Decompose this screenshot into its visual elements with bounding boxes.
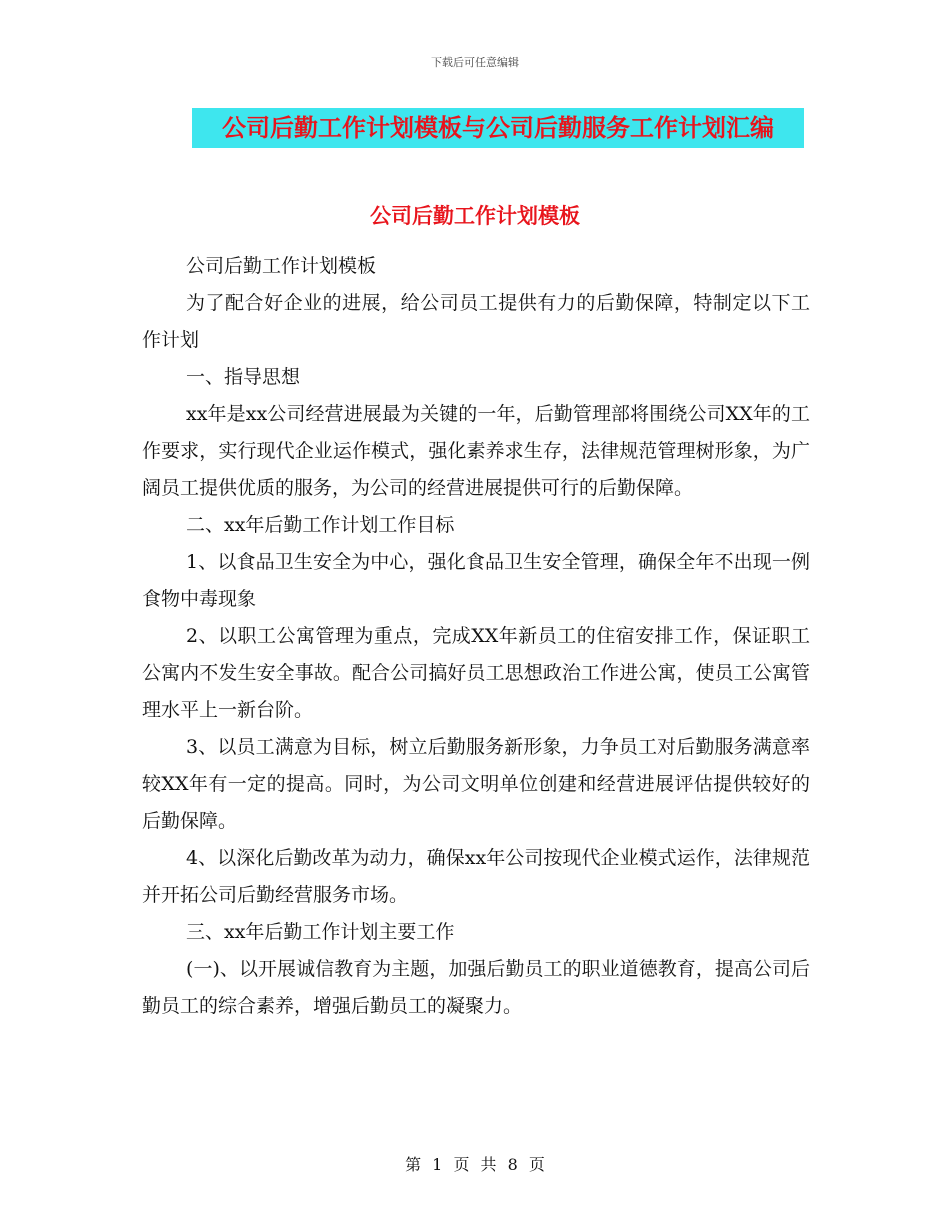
section-title: 公司后勤工作计划模板 <box>370 204 580 228</box>
paragraph: 3、以员工满意为目标，树立后勤服务新形象，力争员工对后勤服务满意率较XX年有一定的提高。同时，为公司文明单位创建和经营进展评估提供较好的后勤保障。 <box>142 736 810 832</box>
main-title: 公司后勤工作计划模板与公司后勤服务工作计划汇编 <box>192 108 804 148</box>
paragraph: 4、以深化后勤改革为动力，确保xx年公司按现代企业模式运作，法律规范并开拓公司后勤经营服务市场。 <box>142 847 810 906</box>
paragraph: (一)、以开展诚信教育为主题，加强后勤员工的职业道德教育，提高公司后勤员工的综合素养，增强后勤员工的凝聚力。 <box>142 958 810 1017</box>
paragraph: 二、xx年后勤工作计划工作目标 <box>186 514 455 536</box>
paragraph: 一、指导思想 <box>186 366 301 388</box>
page-footer: 第 1 页 共 8 页 <box>405 1155 545 1174</box>
paragraph: 1、以食品卫生安全为中心，强化食品卫生安全管理，确保全年不出现一例食物中毒现象 <box>142 551 810 610</box>
paragraph: 三、xx年后勤工作计划主要工作 <box>186 921 455 943</box>
paragraph: 2、以职工公寓管理为重点，完成XX年新员工的住宿安排工作，保证职工公寓内不发生安全事故。配合公司搞好员工思想政治工作进公寓，使员工公寓管理水平上一新台阶。 <box>142 625 810 721</box>
header-note: 下载后可任意编辑 <box>431 56 519 69</box>
document-body <box>142 248 810 1025</box>
paragraph: 公司后勤工作计划模板 <box>186 255 377 277</box>
paragraph: xx年是xx公司经营进展最为关键的一年，后勤管理部将围绕公司XX年的工作要求，实行现代企业运作模式，强化素养求生存，法律规范管理树形象，为广阔员工提供优质的服务，为公司的经营进展提供可行的后勤保障。 <box>142 403 810 499</box>
paragraph: 为了配合好企业的进展，给公司员工提供有力的后勤保障，特制定以下工作计划 <box>142 292 810 351</box>
